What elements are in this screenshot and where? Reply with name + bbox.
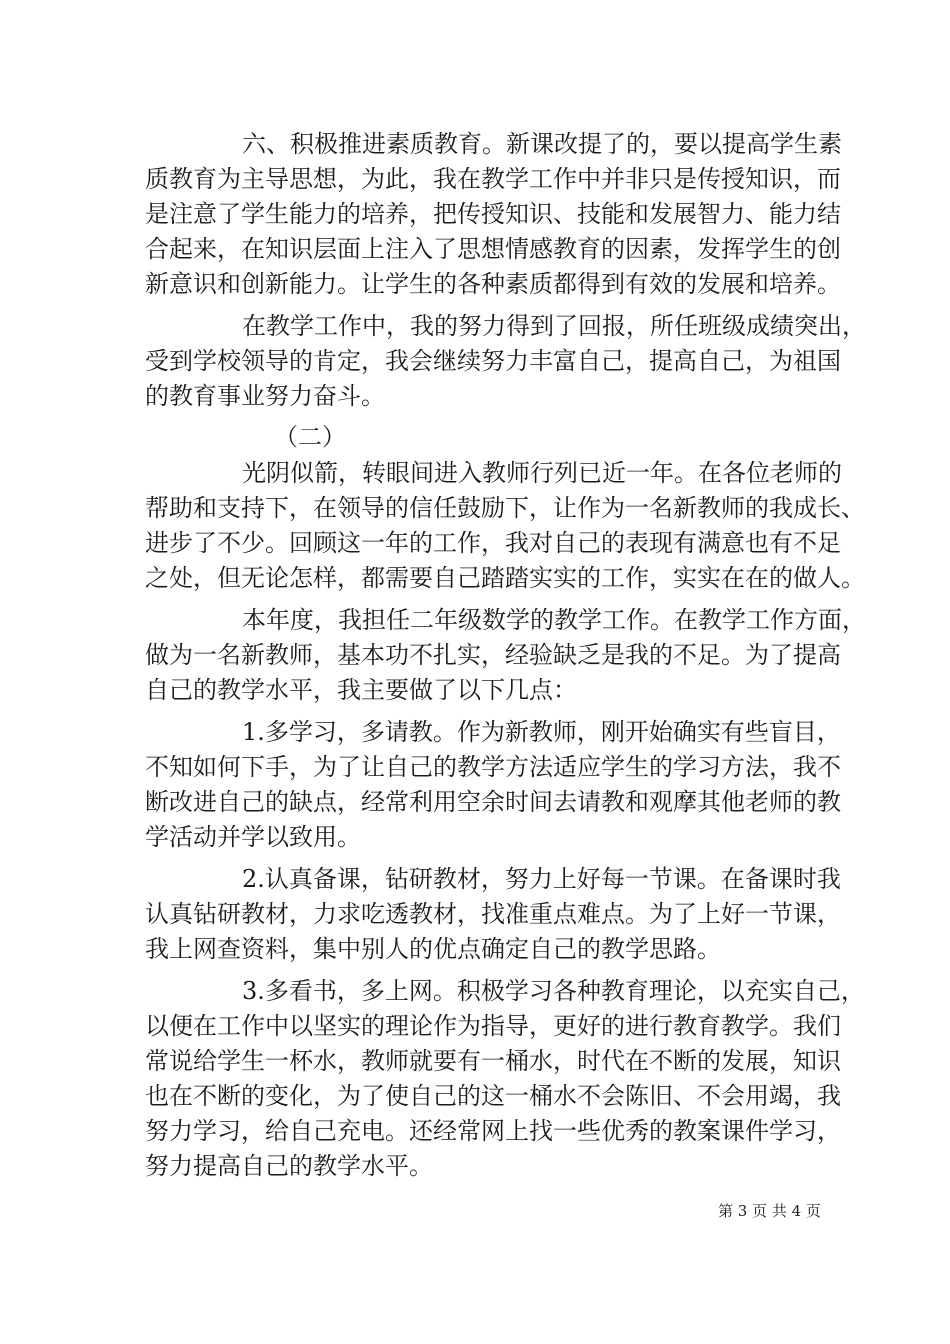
paragraph-line: 也在不断的变化，为了使自己的这一桶水不会陈旧、不会用竭，我 xyxy=(145,1082,841,1110)
paragraph-line: 断改进自己的缺点，经常利用空余时间去请教和观摩其他老师的教 xyxy=(145,788,841,816)
paragraph-line: 在教学工作中，我的努力得到了回报，所任班级成绩突出， xyxy=(242,312,866,340)
paragraph-line: 2.认真备课，钻研教材，努力上好每一节课。在备课时我 xyxy=(242,865,841,893)
paragraph-line: 质教育为主导思想，为此，我在教学工作中并非只是传授知识，而 xyxy=(145,165,841,193)
paragraph-line: 是注意了学生能力的培养，把传授知识、技能和发展智力、能力结 xyxy=(145,200,841,228)
paragraph-line: 本年度，我担任二年级数学的教学工作。在教学工作方面， xyxy=(242,606,866,634)
paragraph-line: 的教育事业努力奋斗。 xyxy=(145,382,385,410)
section-heading: （二） xyxy=(274,423,346,451)
paragraph-line: 受到学校领导的肯定，我会继续努力丰富自己，提高自己，为祖国 xyxy=(145,347,841,375)
paragraph-line: 六、积极推进素质教育。新课改提了的，要以提高学生素 xyxy=(242,130,842,158)
paragraph-line: 努力提高自己的教学水平。 xyxy=(145,1152,433,1180)
paragraph-line: 帮助和支持下，在领导的信任鼓励下，让作为一名新教师的我成长、 xyxy=(145,494,865,522)
paragraph-line: 以便在工作中以坚实的理论作为指导，更好的进行教育教学。我们 xyxy=(145,1012,841,1040)
paragraph-line: 我上网查资料，集中别人的优点确定自己的教学思路。 xyxy=(145,935,721,963)
paragraph-line: 进步了不少。回顾这一年的工作，我对自己的表现有满意也有不足 xyxy=(145,529,841,557)
paragraph-line: 新意识和创新能力。让学生的各种素质都得到有效的发展和培养。 xyxy=(145,270,841,298)
paragraph-line: 认真钻研教材，力求吃透教材，找准重点难点。为了上好一节课， xyxy=(145,900,841,928)
paragraph-line: 做为一名新教师，基本功不扎实，经验缺乏是我的不足。为了提高 xyxy=(145,641,841,669)
paragraph-line: 不知如何下手，为了让自己的教学方法适应学生的学习方法，我不 xyxy=(145,753,841,781)
paragraph-line: 常说给学生一杯水，教师就要有一桶水，时代在不断的发展，知识 xyxy=(145,1047,841,1075)
paragraph-line: 合起来，在知识层面上注入了思想情感教育的因素，发挥学生的创 xyxy=(145,235,841,263)
paragraph-line: 之处，但无论怎样，都需要自己踏踏实实的工作，实实在在的做人。 xyxy=(145,564,865,592)
page-number-footer: 第 3 页 共 4 页 xyxy=(718,1202,821,1220)
paragraph-line: 光阴似箭，转眼间进入教师行列已近一年。在各位老师的 xyxy=(242,459,842,487)
paragraph-line: 自己的教学水平，我主要做了以下几点： xyxy=(145,676,577,704)
paragraph-line: 3.多看书，多上网。积极学习各种教育理论，以充实自己， xyxy=(242,977,865,1005)
paragraph-line: 努力学习，给自己充电。还经常网上找一些优秀的教案课件学习， xyxy=(145,1117,841,1145)
paragraph-line: 1.多学习，多请教。作为新教师，刚开始确实有些盲目， xyxy=(242,718,841,746)
paragraph-line: 学活动并学以致用。 xyxy=(145,823,361,851)
